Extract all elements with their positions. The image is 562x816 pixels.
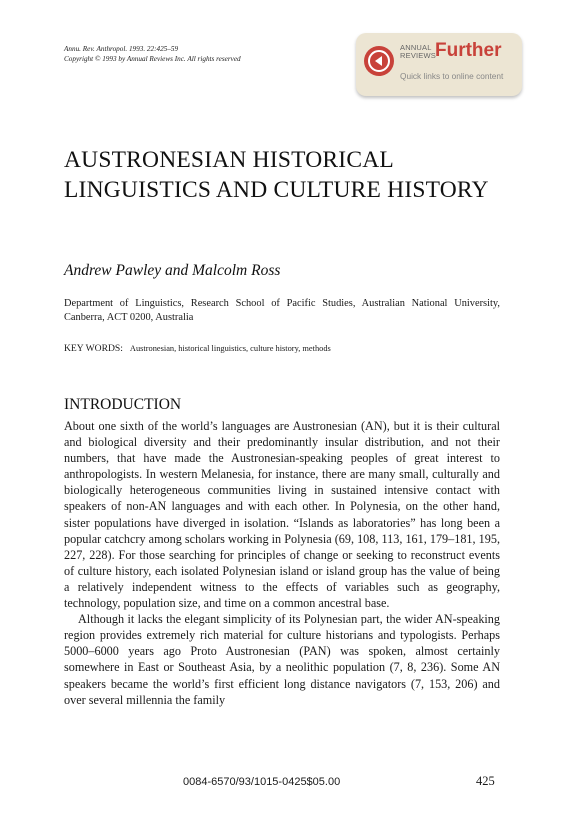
section-heading: INTRODUCTION xyxy=(64,396,182,413)
keywords-label: KEY WORDS: xyxy=(64,343,123,354)
paragraph-1: About one sixth of the world’s languages are Austronesian (AN), but it is their cultural and biological diversity and their predominantly insular distribution, and not their numbers, that have made the Austronesian-speaking peoples of great interest to anthropologists. In western Melanesia, for instance, there are many small, culturally and biologically heterogeneous communities living in sustained intensive contact with speakers of non-AN languages and with each other. In Polynesia, on the other hand, sister populations have diverged in isolation. “Islands as laboratories” has long been a popular catchcry among scholars working in Polynesia (69, 108, 113, 161, 179–181, 195, 227, 228). For those searching for principles of change or seeking to reconstruct events of culture history, each isolated Polynesian island or island group has the value of being a relatively independent witness to the effects of variables such as geography, technology, population size, and time on a common ancestral base. xyxy=(64,419,500,611)
author-affiliation: Department of Linguistics, Research School of Pacific Studies, Australian National University, Canberra, ACT 0200, Australia xyxy=(64,298,500,323)
annual-reviews-label: ANNUAL REVIEWS xyxy=(400,43,436,60)
article-title: AUSTRONESIAN HISTORICAL LINGUISTICS AND CULTURE HISTORY xyxy=(64,147,489,203)
quick-links-text[interactable]: Quick links to online content xyxy=(400,71,504,81)
copyright-line: Copyright © 1993 by Annual Reviews Inc. All rights reserved xyxy=(64,55,241,63)
keywords-values: Austronesian, historical linguistics, culture history, methods xyxy=(129,344,331,353)
keywords-line xyxy=(64,343,331,354)
journal-header xyxy=(64,44,241,64)
page-number: 425 xyxy=(476,774,495,788)
article-body xyxy=(64,418,500,708)
footer-code: 0084-6570/93/1015-0425$05.00 xyxy=(183,776,341,788)
article-authors: Andrew Pawley and Malcolm Ross xyxy=(64,262,281,279)
further-banner[interactable] xyxy=(356,33,522,96)
citation-line: Annu. Rev. Anthropol. 1993. 22:425–59 xyxy=(64,45,179,53)
paragraph-2: Although it lacks the elegant simplicity of its Polynesian part, the wider AN-speaking region provides extremely rich material for culture historians and typologists. Perhaps 5000–6000 years ago Proto Austronesian (PAN) was spoken, almost certainly somewhere in East or Southeast Asia, by a neolithic population (7, 8, 236). Some AN speakers became the world’s first efficient long distance navigators (7, 153, 206) and over several millennia the family xyxy=(64,612,500,707)
play-left-icon[interactable] xyxy=(364,46,394,76)
further-label[interactable]: Further xyxy=(435,40,502,61)
